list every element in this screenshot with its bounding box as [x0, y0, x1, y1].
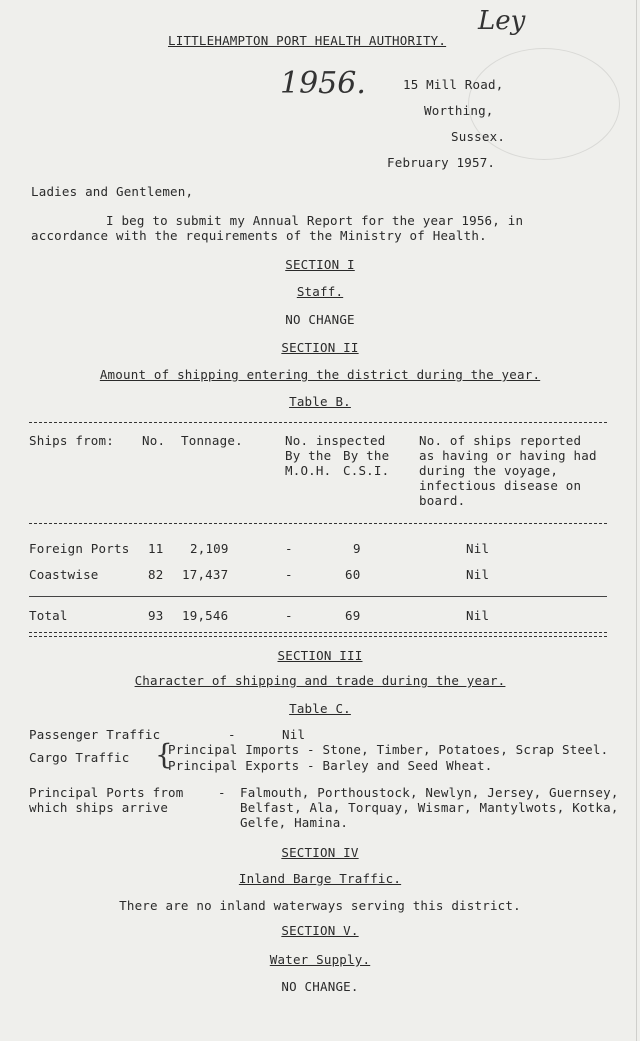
section-3-subheading: Character of shipping and trade during the year.	[134, 673, 506, 688]
address-line-3: Sussex.	[451, 129, 506, 144]
table-b-bottom-rule-2	[29, 636, 607, 637]
section-5-subheading: Water Supply.	[269, 952, 371, 967]
section-2-heading: SECTION II	[281, 340, 359, 355]
col-reported-3: during the voyage,	[419, 463, 559, 478]
total-moh: -	[285, 608, 293, 623]
ports-value-2: Belfast, Ala, Torquay, Wismar, Mantylwots, Kotka,	[240, 800, 619, 815]
ports-label-1: Principal Ports from	[29, 785, 184, 800]
passenger-label: Passenger Traffic	[29, 727, 161, 742]
section-1-subheading: Staff.	[296, 284, 344, 299]
cargo-label: Cargo Traffic	[29, 750, 130, 765]
row-from: Foreign Ports	[29, 541, 130, 556]
col-csi-1: By the	[343, 448, 390, 463]
col-reported-1: No. of ships reported	[419, 433, 582, 448]
table-b-bottom-rule-1	[29, 632, 607, 633]
col-tonnage: Tonnage.	[181, 433, 243, 448]
ports-label-2: which ships arrive	[29, 800, 169, 815]
salutation: Ladies and Gentlemen,	[31, 184, 194, 199]
col-no: No.	[142, 433, 166, 448]
section-1-body: NO CHANGE	[285, 312, 355, 327]
passenger-value: Nil	[282, 727, 306, 742]
section-3-heading: SECTION III	[277, 648, 363, 663]
total-csi: 69	[345, 608, 361, 623]
row-reported: Nil	[466, 541, 490, 556]
table-b-title: Table B.	[289, 394, 351, 409]
brace-symbol: {	[155, 738, 173, 771]
report-date: February 1957.	[387, 155, 496, 170]
ports-value-1: Falmouth, Porthoustock, Newlyn, Jersey, Guernsey,	[240, 785, 619, 800]
table-c-title: Table C.	[289, 701, 351, 716]
cargo-imports: Principal Imports - Stone, Timber, Potatoes, Scrap Steel.	[168, 742, 609, 757]
section-4-heading: SECTION IV	[281, 845, 359, 860]
total-from: Total	[29, 608, 68, 623]
row-no: 11	[148, 541, 164, 556]
passenger-dash: -	[228, 727, 236, 742]
section-1-heading: SECTION I	[285, 257, 355, 272]
row-moh: -	[285, 567, 293, 582]
signature-initials: Ley	[478, 6, 526, 36]
row-from: Coastwise	[29, 567, 99, 582]
row-no: 82	[148, 567, 164, 582]
section-4-body: There are no inland waterways serving this district.	[119, 898, 521, 913]
col-reported-5: board.	[419, 493, 466, 508]
section-4-subheading: Inland Barge Traffic.	[238, 871, 402, 886]
col-moh-1: By the	[285, 448, 332, 463]
col-csi-2: C.S.I.	[343, 463, 390, 478]
table-b-total-rule	[29, 596, 607, 597]
intro-line-1: I beg to submit my Annual Report for the year 1956, in	[106, 213, 524, 228]
row-csi: 9	[353, 541, 361, 556]
table-b-header-rule	[29, 523, 607, 524]
ports-dash: -	[218, 785, 226, 800]
total-no: 93	[148, 608, 164, 623]
total-tonnage: 19,546	[182, 608, 229, 623]
row-tonnage: 2,109	[190, 541, 229, 556]
row-csi: 60	[345, 567, 361, 582]
section-5-heading: SECTION V.	[281, 923, 359, 938]
address-line-1: 15 Mill Road,	[403, 77, 504, 92]
row-moh: -	[285, 541, 293, 556]
row-tonnage: 17,437	[182, 567, 229, 582]
address-line-2: Worthing,	[424, 103, 494, 118]
intro-line-2: accordance with the requirements of the Ministry of Health.	[31, 228, 487, 243]
cargo-exports: Principal Exports - Barley and Seed Wheat.	[168, 758, 493, 773]
total-reported: Nil	[466, 608, 490, 623]
section-5-body: NO CHANGE.	[281, 979, 359, 994]
authority-title: LITTLEHAMPTON PORT HEALTH AUTHORITY.	[168, 33, 447, 48]
row-reported: Nil	[466, 567, 490, 582]
col-reported-4: infectious disease on	[419, 478, 582, 493]
col-reported-2: as having or having had	[419, 448, 597, 463]
table-b-top-rule	[29, 422, 607, 423]
handwritten-year: 1956.	[280, 66, 366, 101]
col-ships-from: Ships from:	[29, 433, 114, 448]
ports-value-3: Gelfe, Hamina.	[240, 815, 349, 830]
col-moh-2: M.O.H.	[285, 463, 332, 478]
col-inspected: No. inspected	[285, 433, 386, 448]
section-2-subheading: Amount of shipping entering the district during the year.	[99, 367, 541, 382]
